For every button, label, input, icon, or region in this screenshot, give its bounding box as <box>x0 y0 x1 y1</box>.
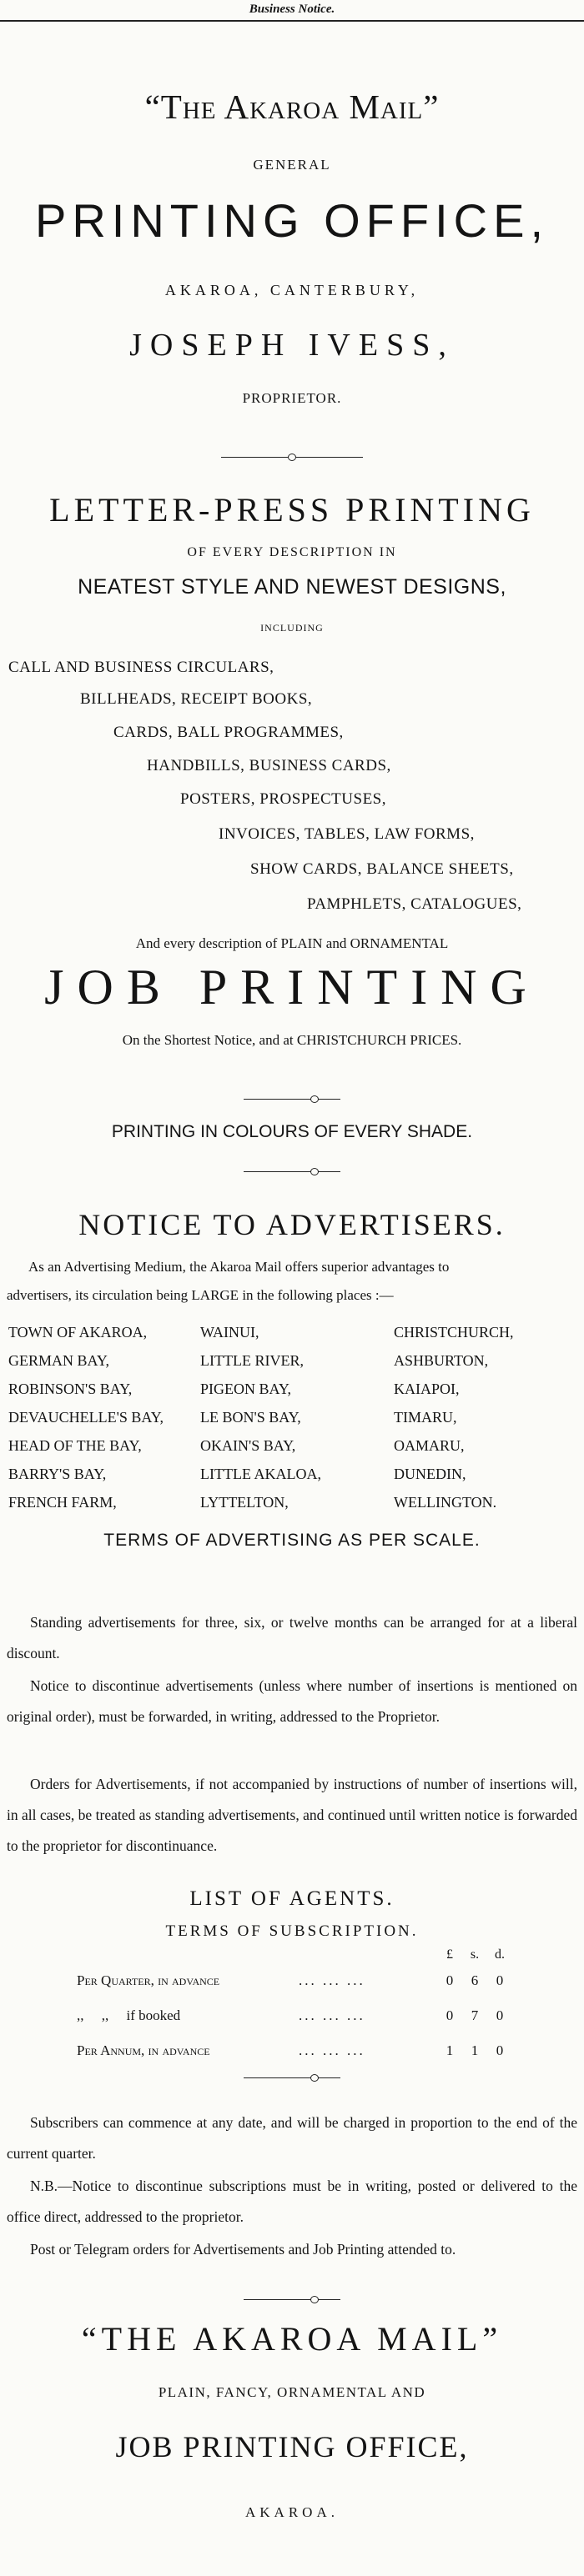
place-item: OKAIN'S BAY, <box>200 1437 296 1454</box>
general-label: GENERAL <box>253 157 331 173</box>
shillings-value: 6 <box>471 1972 479 1988</box>
place-item: DEVAUCHELLE'S BAY, <box>8 1409 164 1426</box>
advertising-paragraph-1: Standing advertisements for three, six, or twelve months can be arranged for at a liberal discount. <box>7 1614 577 1661</box>
place-item: TIMARU, <box>394 1409 457 1426</box>
place-item: HEAD OF THE BAY, <box>8 1437 142 1454</box>
list-item: SHOW CARDS, BALANCE SHEETS, <box>250 860 514 878</box>
currency-header-row <box>77 1947 544 1972</box>
pence-value: 0 <box>496 2007 504 2023</box>
footer-paper-title: “THE AKAROA MAIL” <box>81 2320 503 2358</box>
row-label: Per Quarter, in advance <box>77 1972 220 1988</box>
leader-dots: ... ... ... <box>299 2042 365 2058</box>
place-item: LYTTELTON, <box>200 1494 289 1511</box>
printing-office-heading: PRINTING OFFICE, <box>35 194 549 247</box>
ornamental-divider <box>221 457 363 458</box>
shillings-value: 7 <box>471 2007 479 2023</box>
plain-ornamental-line: And every description of PLAIN and ORNAMENTAL <box>135 935 449 951</box>
advertisers-heading: NOTICE TO ADVERTISERS. <box>78 1208 506 1241</box>
of-every-description: OF EVERY DESCRIPTION IN <box>187 545 397 559</box>
place-item: FRENCH FARM, <box>8 1494 117 1511</box>
list-item: CALL AND BUSINESS CIRCULARS, <box>8 659 274 676</box>
including-label: INCLUDING <box>260 622 324 634</box>
pence-value: 0 <box>496 2042 504 2058</box>
pounds-header: £ <box>446 1947 453 1962</box>
list-item: INVOICES, TABLES, LAW FORMS, <box>219 825 475 843</box>
pence-value: 0 <box>496 1972 504 1988</box>
pounds-value: 1 <box>446 2042 454 2058</box>
list-item: HANDBILLS, BUSINESS CARDS, <box>147 757 391 774</box>
place-item: DUNEDIN, <box>394 1466 466 1482</box>
row-label: Per Annum, in advance <box>77 2042 210 2058</box>
place-item: CHRISTCHURCH, <box>394 1324 514 1341</box>
list-item: BILLHEADS, RECEIPT BOOKS, <box>80 690 313 708</box>
subscription-row <box>77 1972 544 1997</box>
advertisers-intro-line2: advertisers, its circulation being LARGE in the following places :— <box>7 1287 394 1303</box>
location-line: AKAROA, CANTERBURY, <box>164 282 420 298</box>
place-item: LITTLE AKALOA, <box>200 1466 321 1482</box>
ornamental-divider <box>244 1171 340 1172</box>
ornamental-divider <box>244 2077 340 2078</box>
list-item: PAMPHLETS, CATALOGUES, <box>307 895 522 913</box>
advertising-paragraph-2: Notice to discontinue advertisements (unless where number of insertions is mentioned on original order), must be forwarded, in writing, addressed to the Proprietor. <box>7 1677 577 1725</box>
job-printing-heading: JOB PRINTING <box>44 960 540 1015</box>
advertising-terms-line: TERMS OF ADVERTISING AS PER SCALE. <box>103 1531 481 1550</box>
letterpress-heading: LETTER-PRESS PRINTING <box>49 491 535 529</box>
place-item: ROBINSON'S BAY, <box>8 1381 133 1397</box>
ornamental-divider <box>244 1099 340 1100</box>
place-item: OAMARU, <box>394 1437 465 1454</box>
row-label: ,, ,, if booked <box>77 2007 181 2023</box>
plain-fancy-line: PLAIN, FANCY, ORNAMENTAL AND <box>158 2384 426 2400</box>
subscription-terms-heading: TERMS OF SUBSCRIPTION. <box>165 1922 419 1940</box>
place-item: PIGEON BAY, <box>200 1381 292 1397</box>
advertising-paragraph-3: Orders for Advertisements, if not accompanied by instructions of number of insertions will, in all cases, be treated as standing advertisements, and continued until written notice is forwarded to the proprietor for discontinuance. <box>7 1776 577 1854</box>
colours-line: PRINTING IN COLOURS OF EVERY SHADE. <box>111 1122 473 1141</box>
subscription-row <box>77 2007 544 2032</box>
leader-dots: ... ... ... <box>299 1972 365 1988</box>
place-item: TOWN OF AKAROA, <box>8 1324 148 1341</box>
agents-heading: LIST OF AGENTS. <box>189 1887 395 1910</box>
pounds-value: 0 <box>446 1972 454 1988</box>
places-column-2 <box>200 1324 384 1522</box>
section-header: Business Notice. <box>0 0 584 22</box>
place-item: WAINUI, <box>200 1324 259 1341</box>
paper-title: “The Akaroa Mail” <box>144 88 440 126</box>
places-column-3 <box>394 1324 577 1522</box>
list-item: POSTERS, PROSPECTUSES, <box>180 790 386 808</box>
ornamental-divider <box>244 2299 340 2300</box>
leader-dots: ... ... ... <box>299 2007 365 2023</box>
neatest-style-line: NEATEST STYLE AND NEWEST DESIGNS, <box>78 575 506 599</box>
place-item: WELLINGTON. <box>394 1494 497 1511</box>
list-item: CARDS, BALL PROGRAMMES, <box>113 724 344 741</box>
shortest-notice-line: On the Shortest Notice, and at CHRISTCHURCH PRICES. <box>122 1032 462 1048</box>
place-item: GERMAN BAY, <box>8 1352 110 1369</box>
footer-akaroa: AKAROA. <box>245 2504 339 2520</box>
place-item: KAIAPOI, <box>394 1381 460 1397</box>
job-printing-office-heading: JOB PRINTING OFFICE, <box>115 2430 469 2463</box>
proprietor-label: PROPRIETOR. <box>242 390 342 406</box>
pence-header: d. <box>495 1947 505 1962</box>
places-column-1 <box>8 1324 192 1522</box>
pounds-value: 0 <box>446 2007 454 2023</box>
subscription-paragraph-2: N.B.—Notice to discontinue subscriptions must be in writing, posted or delivered to the office direct, addressed to the proprietor. <box>7 2178 577 2225</box>
place-item: LITTLE RIVER, <box>200 1352 304 1369</box>
shillings-header: s. <box>470 1947 480 1962</box>
shillings-value: 1 <box>471 2042 479 2058</box>
place-item: BARRY'S BAY, <box>8 1466 107 1482</box>
subscription-paragraph-1: Subscribers can commence at any date, and will be charged in proportion to the end of the current quarter. <box>7 2114 577 2162</box>
subscription-row <box>77 2042 544 2067</box>
advertisers-intro-line1: As an Advertising Medium, the Akaroa Mail offers superior advantages to <box>28 1259 450 1275</box>
proprietor-name: JOSEPH IVESS, <box>129 328 455 363</box>
place-item: ASHBURTON, <box>394 1352 489 1369</box>
place-item: LE BON'S BAY, <box>200 1409 301 1426</box>
subscription-paragraph-3: Post or Telegram orders for Advertisements and Job Printing attended to. <box>30 2241 456 2258</box>
